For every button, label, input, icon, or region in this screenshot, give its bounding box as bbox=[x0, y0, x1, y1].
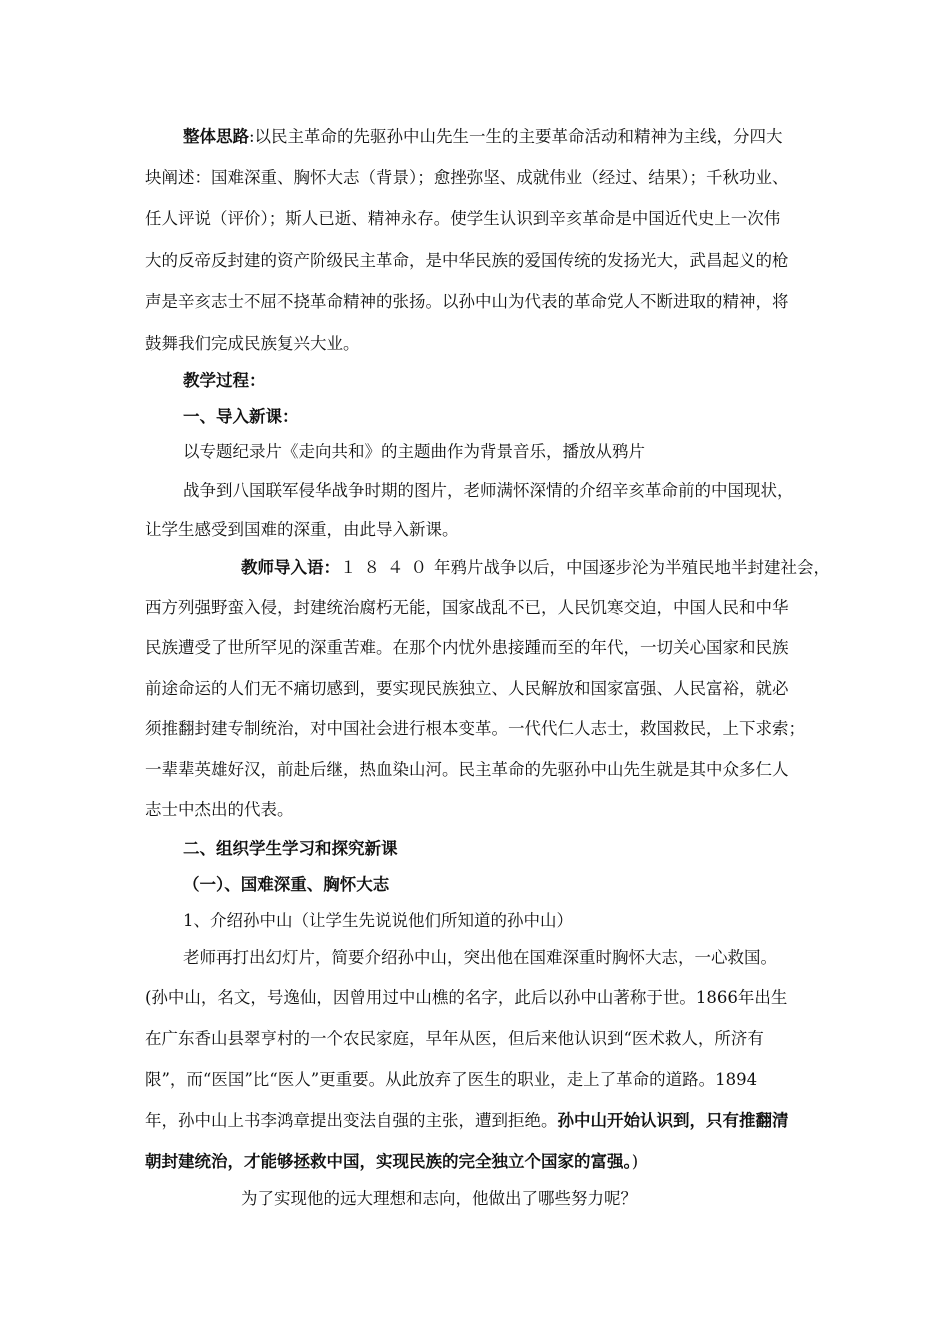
bio-line-4-emphasis: 孙中山开始认识到，只有推翻清 bbox=[557, 1111, 789, 1130]
heading-subsection-one: （一）、国难深重、胸怀大志 bbox=[183, 875, 390, 894]
slide-intro: 老师再打出幻灯片，简要介绍孙中山，突出他在国难深重时胸怀大志，一心救国。 bbox=[183, 948, 777, 967]
overall-idea-line-3: 任人评说（评价）；斯人已逝、精神永存。使学生认识到辛亥革命是中国近代史上一次伟 bbox=[145, 209, 781, 228]
intro-line-3: 让学生感受到国难的深重，由此导入新课。 bbox=[145, 520, 459, 539]
overall-idea-line-2: 块阐述：国难深重、胸怀大志（背景）；愈挫弥坚、成就伟业（经过、结果）；千秋功业、 bbox=[145, 168, 789, 187]
teacher-intro-line-2: 西方列强野蛮入侵，封建统治腐朽无能，国家战乱不已，人民饥寒交迫，中国人民和中华 bbox=[145, 598, 789, 617]
teacher-intro-line-3: 民族遭受了世所罕见的深重苦难。在那个内忧外患接踵而至的年代，一切关心国家和民族 bbox=[145, 638, 789, 657]
closing-question: 为了实现他的远大理想和志向，他做出了哪些努力呢？ bbox=[241, 1189, 637, 1208]
bio-line-4 bbox=[145, 1110, 789, 1132]
heading-introduction: 一、导入新课： bbox=[183, 407, 299, 426]
overall-idea-line-6: 鼓舞我们完成民族复兴大业。 bbox=[145, 334, 360, 353]
teacher-intro-year: １８４０ bbox=[340, 558, 434, 577]
heading-teaching-process: 教学过程： bbox=[183, 371, 266, 390]
teacher-intro-text: 年鸦片战争以后，中国逐步沦为半殖民地半封建社会， bbox=[434, 558, 830, 577]
overall-idea-label: 整体思路 bbox=[183, 127, 249, 146]
bio-closing-paren: ) bbox=[631, 1152, 639, 1171]
overall-idea-line-1 bbox=[183, 126, 783, 148]
overall-idea-line-5: 声是辛亥志士不屈不挠革命精神的张扬。以孙中山为代表的革命党人不断进取的精神，将 bbox=[145, 292, 789, 311]
teacher-intro-label: 教师导入语： bbox=[241, 558, 340, 577]
intro-line-2: 战争到八国联军侵华战争时期的图片，老师满怀深情的介绍辛亥革命前的中国现状， bbox=[183, 481, 794, 500]
bio-line-2: 在广东香山县翠亨村的一个农民家庭，早年从医，但后来他认识到“医术救人，所济有 bbox=[145, 1029, 764, 1048]
teacher-intro-line-5: 须推翻封建专制统治，对中国社会进行根本变革。一代代仁人志士，救国救民，上下求索； bbox=[145, 719, 805, 738]
teacher-intro-line-4: 前途命运的人们无不痛切感到，要实现民族独立、人民解放和国家富强、人民富裕，就必 bbox=[145, 679, 789, 698]
bio-line-5-emphasis: 朝封建统治，才能够拯救中国，实现民族的完全独立个国家的富强。 bbox=[145, 1152, 632, 1171]
item-one: 1、介绍孙中山（让学生先说说他们所知道的孙中山） bbox=[183, 911, 573, 930]
bio-line-1: (孙中山，名文，号逸仙，因曾用过中山樵的名字，此后以孙中山著称于世。1866年出生 bbox=[145, 988, 788, 1007]
teacher-intro-line-1 bbox=[241, 557, 830, 579]
bio-line-5 bbox=[145, 1151, 638, 1173]
overall-idea-line-4: 大的反帝反封建的资产阶级民主革命，是中华民族的爱国传统的发扬光大，武昌起义的枪 bbox=[145, 251, 789, 270]
bio-line-3: 限”，而“医国”比“医人”更重要。从此放弃了医生的职业，走上了革命的道路。1894 bbox=[145, 1070, 758, 1089]
teacher-intro-line-6: 一辈辈英雄好汉，前赴后继，热血染山河。民主革命的先驱孙中山先生就是其中众多仁人 bbox=[145, 760, 789, 779]
heading-section-two: 二、组织学生学习和探究新课 bbox=[183, 839, 398, 858]
overall-idea-text: :以民主革命的先驱孙中山先生一生的主要革命活动和精神为主线，分四大 bbox=[249, 127, 783, 146]
bio-line-4-text: 年，孙中山上书李鸿章提出变法自强的主张，遭到拒绝。 bbox=[145, 1111, 558, 1130]
intro-line-1: 以专题纪录片《走向共和》的主题曲作为背景音乐，播放从鸦片 bbox=[183, 442, 645, 461]
teacher-intro-line-7: 志士中杰出的代表。 bbox=[145, 800, 294, 819]
